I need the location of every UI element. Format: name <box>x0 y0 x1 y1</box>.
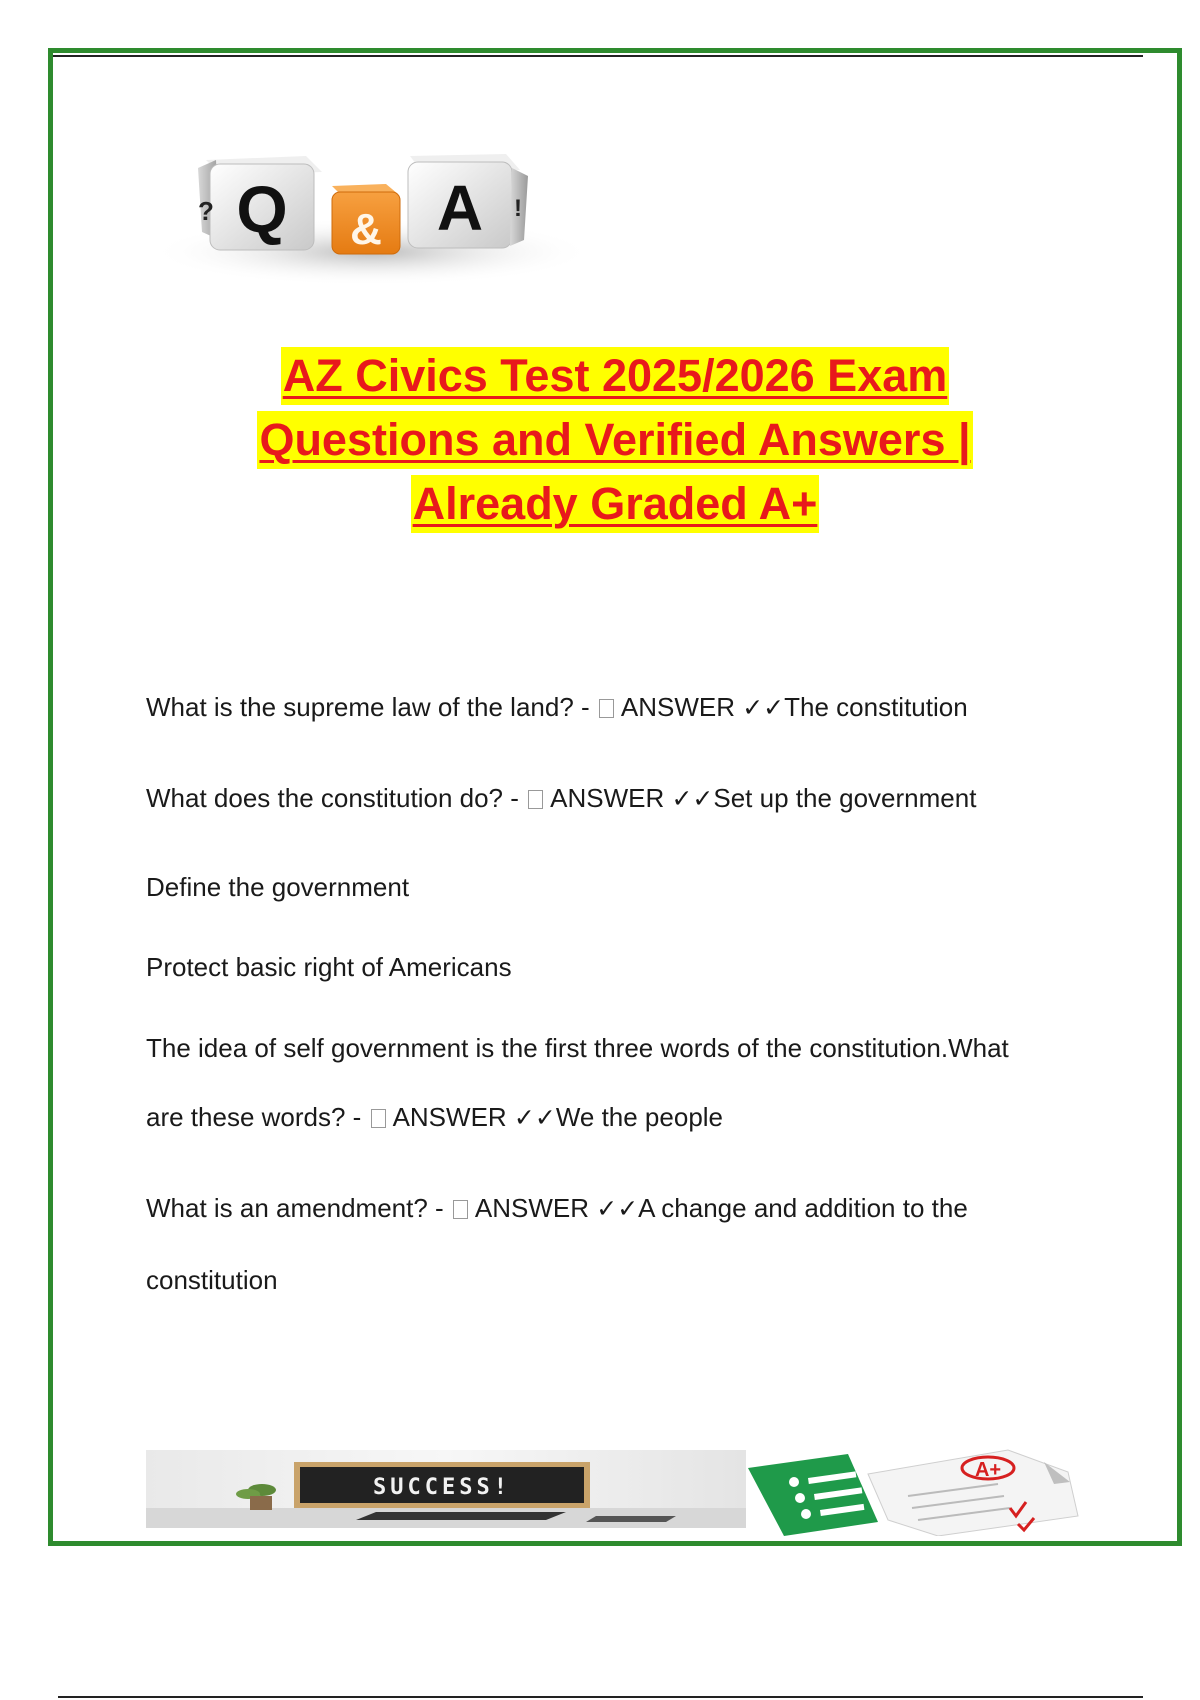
qa-dice-logo <box>146 80 598 310</box>
chalkboard-sign <box>294 1462 590 1508</box>
question-text: What is an amendment? - <box>146 1193 451 1223</box>
checkbox-glyph-icon <box>528 790 543 809</box>
answer-label: ANSWER <box>620 692 743 722</box>
ampersand-die <box>332 184 400 254</box>
answer-text: We the people <box>555 1102 724 1132</box>
question-text: The idea of self government is the first three words of the constitution.What <box>146 1033 1009 1063</box>
answer-text: The constitution <box>784 692 968 722</box>
success-sign-text: SUCCESS! <box>373 1475 511 1500</box>
green-document-icon <box>748 1454 878 1536</box>
top-rule <box>53 55 1143 57</box>
bottom-rule <box>58 1696 1143 1698</box>
checkbox-glyph-icon <box>599 699 614 718</box>
title-line-3: Already Graded A+ <box>411 475 820 533</box>
double-check-icon: ✓✓ <box>596 1194 639 1223</box>
double-check-icon: ✓✓ <box>513 1103 556 1132</box>
double-check-icon: ✓✓ <box>671 784 714 813</box>
body-text: Protect basic right of Americans <box>146 952 512 982</box>
double-check-icon: ✓✓ <box>742 693 785 722</box>
answer-label: ANSWER <box>392 1102 514 1132</box>
qa-line-7 <box>146 1191 968 1226</box>
q-die <box>198 156 322 250</box>
qa-line-5 <box>146 1031 1009 1065</box>
keyboard-icon <box>586 1516 676 1522</box>
document-title <box>160 344 1070 536</box>
body-text: Define the government <box>146 872 410 902</box>
answer-text: Set up the government <box>713 783 977 813</box>
qa-line-8 <box>146 1263 278 1297</box>
qa-line-2 <box>146 781 976 816</box>
qa-line-3 <box>146 870 409 904</box>
tablet-icon <box>356 1512 566 1520</box>
answer-text: A change and addition to the <box>638 1193 968 1223</box>
answer-label: ANSWER <box>550 783 672 813</box>
logo-ampersand: & <box>350 205 382 254</box>
title-line-1: AZ Civics Test 2025/2026 Exam <box>281 347 950 405</box>
checkbox-glyph-icon <box>453 1200 468 1219</box>
answer-label: ANSWER <box>474 1193 597 1223</box>
logo-question-mark: ? <box>198 196 214 226</box>
qa-line-1 <box>146 690 968 725</box>
question-text: What does the constitution do? - <box>146 783 527 813</box>
graded-paper-icon <box>868 1450 1078 1536</box>
question-text: What is the supreme law of the land? - <box>146 692 597 722</box>
answer-text: constitution <box>146 1265 278 1295</box>
checkbox-glyph-icon <box>371 1109 386 1128</box>
logo-exclamation: ! <box>514 195 522 222</box>
qa-line-4 <box>146 950 512 984</box>
title-line-2: Questions and Verified Answers | <box>257 411 972 469</box>
grade-badge-text: A+ <box>974 1459 1002 1481</box>
graded-sheet-image <box>748 1446 1088 1536</box>
logo-letter-a: A <box>436 172 484 244</box>
question-text: are these words? - <box>146 1102 369 1132</box>
qa-line-6 <box>146 1100 723 1135</box>
a-die <box>408 154 528 248</box>
success-banner-image <box>146 1450 746 1528</box>
logo-letter-q: Q <box>236 172 288 246</box>
